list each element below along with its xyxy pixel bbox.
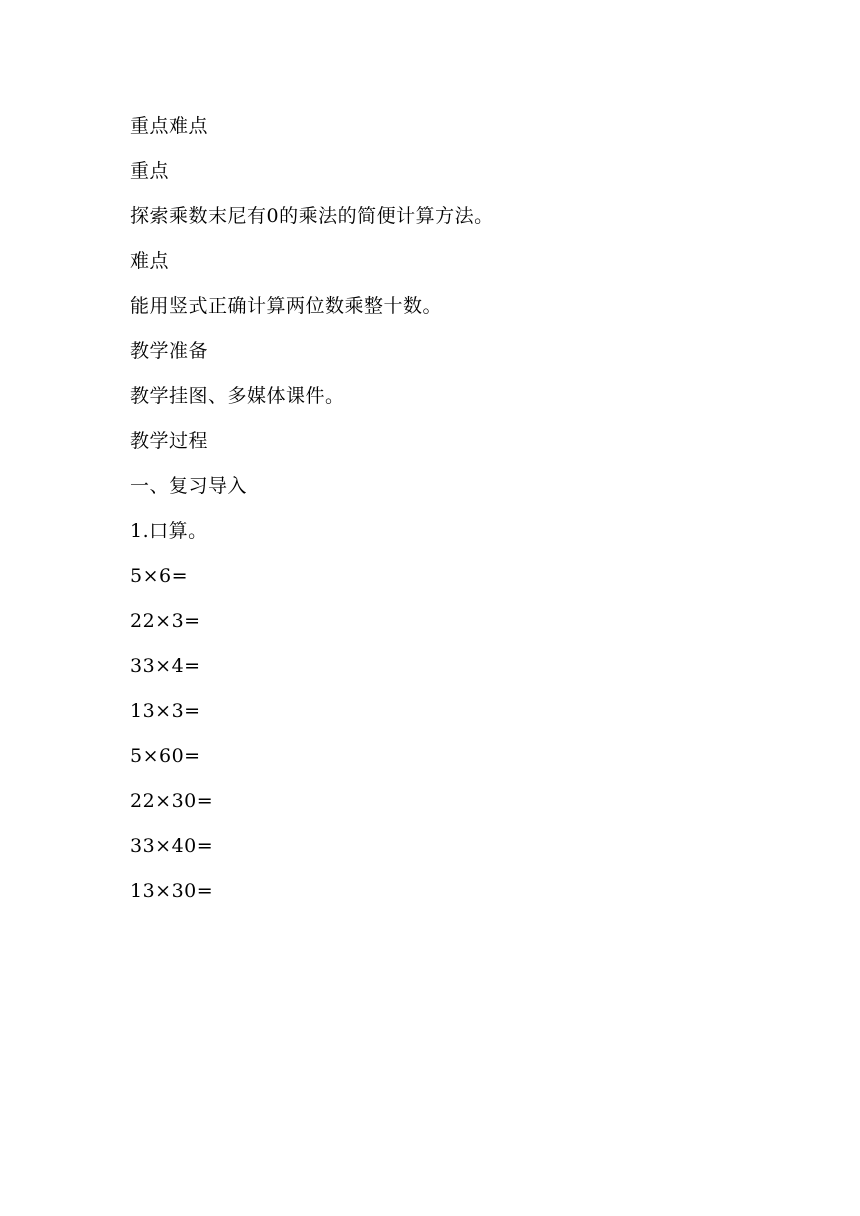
exercise-item: 22×3= xyxy=(130,610,201,632)
paragraph-difficulty-text: 能用竖式正确计算两位数乘整十数。 xyxy=(130,295,443,317)
exercise-item: 33×40= xyxy=(130,835,214,857)
exercise-item: 5×60= xyxy=(130,745,201,767)
exercise-item: 33×4= xyxy=(130,655,201,677)
exercise-item: 22×30= xyxy=(130,790,214,812)
exercise-item: 13×30= xyxy=(130,880,214,902)
section-heading-key-points: 重点难点 xyxy=(130,115,209,137)
subheading-review-intro: 一、复习导入 xyxy=(130,475,248,497)
exercise-item: 5×6= xyxy=(130,565,189,587)
paragraph-focus-text: 探索乘数末尼有0的乘法的简便计算方法。 xyxy=(130,205,494,227)
section-heading-process: 教学过程 xyxy=(130,430,209,452)
subheading-focus: 重点 xyxy=(130,160,170,182)
document-body xyxy=(130,113,750,923)
paragraph-preparation-text: 教学挂图、多媒体课件。 xyxy=(130,385,345,407)
exercise-item: 13×3= xyxy=(130,700,201,722)
section-heading-preparation: 教学准备 xyxy=(130,340,209,362)
exercise-title: 1.口算。 xyxy=(130,520,208,542)
subheading-difficulty: 难点 xyxy=(130,250,170,272)
